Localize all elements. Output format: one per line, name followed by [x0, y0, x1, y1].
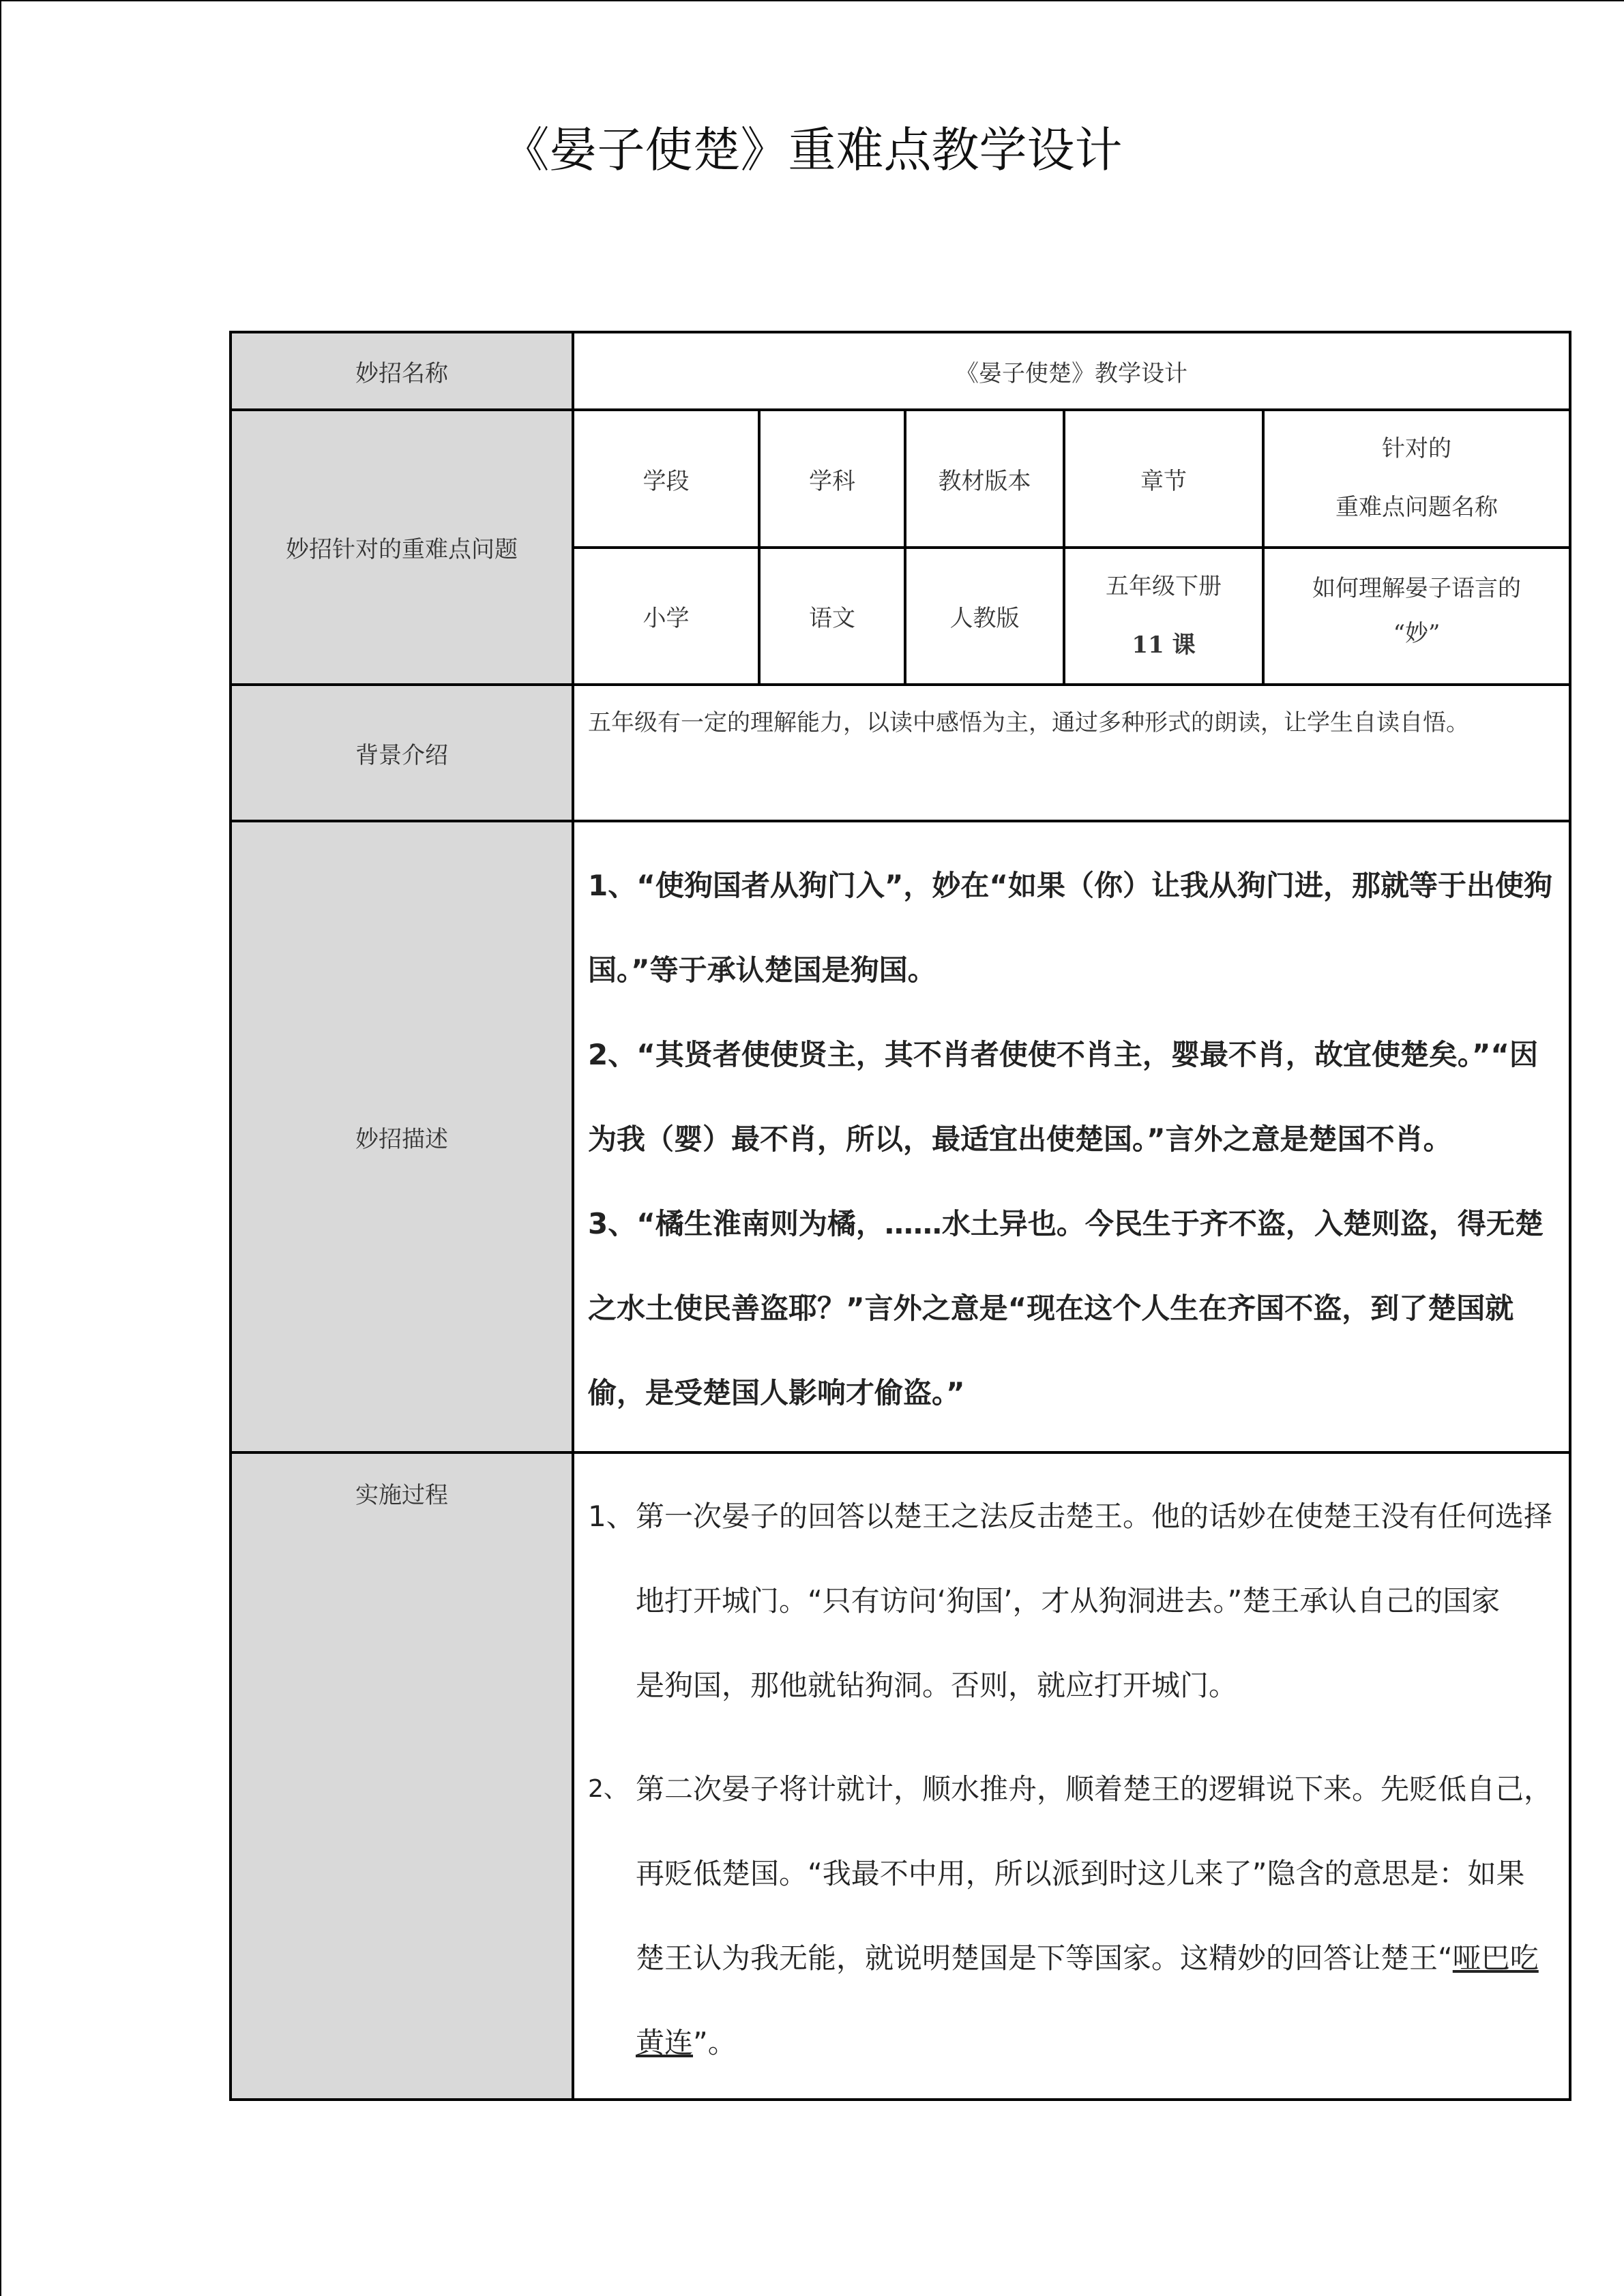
table-rule	[231, 1451, 1571, 1454]
table-column-rule	[904, 408, 906, 685]
value-chapter-line1: 五年级下册	[1106, 573, 1222, 600]
header-stage: 学段	[643, 467, 690, 495]
label-description: 妙招描述	[355, 1125, 448, 1153]
background-text: 五年级有一定的理解能力，以读中感悟为主，通过多种形式的朗读，让学生自读自悟。	[588, 709, 1469, 736]
process-line	[636, 2001, 1556, 2085]
value-chapter	[1064, 557, 1263, 680]
process-line: 第一次晏子的回答以楚王之法反击楚王。他的话妙在使楚王没有任何选择	[636, 1500, 1553, 1533]
page-title: 《晏子使楚》重难点教学设计	[501, 122, 1123, 178]
process-item-2-number: 2、	[588, 1775, 628, 1803]
table-column-rule	[1063, 408, 1065, 685]
process-line-text: 楚王认为我无能，就说明楚国是下等国家。这精妙的回答让楚王“	[636, 1941, 1453, 1975]
table-border-left	[229, 331, 232, 2101]
process-line: 再贬低楚国。“我最不中用，所以派到时这儿来了”隐含的意思是：如果	[636, 1857, 1525, 1890]
process-item-1-number: 1、	[588, 1500, 635, 1533]
header-edition: 教材版本	[938, 467, 1031, 495]
process-line-tail: ”。	[693, 2026, 737, 2059]
value-subject: 语文	[809, 605, 855, 632]
table-column-rule	[758, 408, 761, 685]
description-block	[588, 844, 1563, 1435]
process-line: 是狗国，那他就钻狗洞。否则，就应打开城门。	[636, 1669, 1238, 1702]
idiom-underlined: 哑巴吃	[1452, 1941, 1539, 1975]
value-problem-line2: “妙”	[1393, 620, 1441, 647]
value-problem	[1263, 566, 1570, 675]
label-background: 背景介绍	[355, 741, 448, 769]
process-item-2	[636, 1747, 1556, 2085]
table-rule	[231, 683, 1571, 686]
table-rule	[231, 408, 1571, 411]
value-problem-line1: 如何理解晏子语言的	[1312, 575, 1521, 602]
value-chapter-line2: 11 课	[1132, 631, 1196, 659]
process-line	[636, 1916, 1556, 2001]
description-line: 国。”等于承认楚国是狗国。	[588, 953, 936, 987]
header-problem	[1263, 419, 1570, 542]
description-line: 为我（婴）最不肖，所以，最适宜出使楚国。”言外之意是楚国不肖。	[588, 1122, 1452, 1156]
description-line: 之水土使民善盗耶？”言外之意是“现在这个人生在齐国不盗，到了楚国就	[588, 1292, 1514, 1325]
description-line: 2、“其贤者使使贤主，其不肖者使使不肖主，婴最不肖，故宜使楚矣。”“因	[588, 1038, 1539, 1071]
process-line: 地打开城门。“只有访问‘狗国’，才从狗洞进去。”楚王承认自己的国家	[636, 1584, 1501, 1617]
header-subject: 学科	[809, 467, 855, 495]
description-line: 3、“橘生淮南则为橘，……水土异也。今民生于齐不盗，入楚则盗，得无楚	[588, 1207, 1544, 1240]
label-problem: 妙招针对的重难点问题	[286, 536, 518, 563]
description-line: 偷，是受楚国人影响才偷盗。”	[588, 1376, 965, 1410]
table-column-rule	[1262, 408, 1265, 685]
table-rule	[231, 820, 1571, 822]
design-name: 《晏子使楚》教学设计	[956, 359, 1187, 387]
header-problem-line2: 重难点问题名称	[1335, 494, 1498, 521]
process-item-1	[636, 1474, 1556, 1728]
table-border-bottom	[231, 2098, 1571, 2101]
value-stage: 小学	[643, 605, 690, 632]
process-line: 第二次晏子将计就计，顺水推舟，顺着楚王的逻辑说下来。先贬低自己，	[636, 1772, 1553, 1806]
header-chapter: 章节	[1140, 467, 1187, 495]
header-problem-line1: 针对的	[1382, 435, 1451, 462]
label-name: 妙招名称	[355, 359, 448, 387]
value-edition: 人教版	[949, 605, 1020, 632]
table-rule	[573, 546, 1571, 549]
label-process: 实施过程	[355, 1482, 448, 1509]
idiom-underlined: 黄连	[636, 2026, 694, 2059]
table-border-right	[1569, 331, 1571, 2101]
table-border-top	[231, 331, 1571, 333]
description-line: 1、“使狗国者从狗门入”，妙在“如果（你）让我从狗门进，那就等于出使狗	[588, 869, 1553, 902]
table-column-rule	[572, 331, 574, 2101]
